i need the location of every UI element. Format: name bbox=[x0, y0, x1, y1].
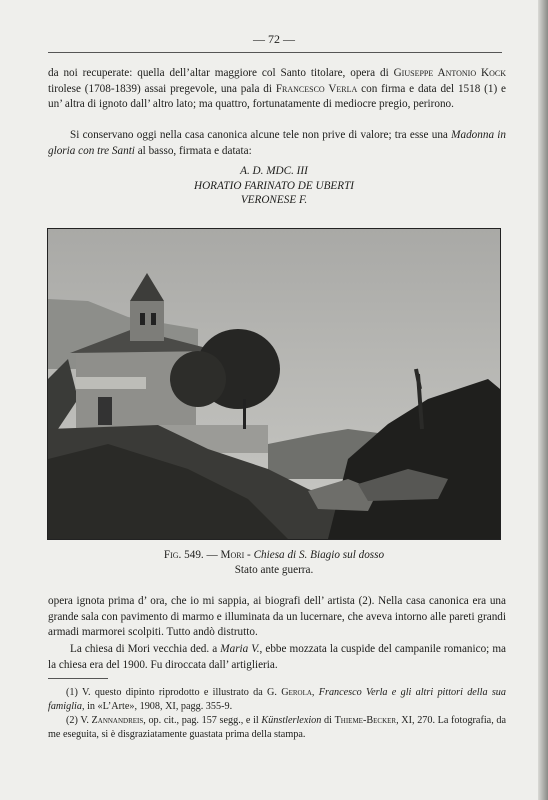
p4-text-2: , ebbe mozzata la cuspide del campanile romanico; ma la chiesa era del 1900. Fu diroccata dall’ artiglieria. bbox=[48, 643, 507, 671]
caption-line-2: Stato ante guerra. bbox=[234, 563, 314, 576]
paragraph-2 bbox=[48, 128, 506, 159]
church-photograph bbox=[47, 228, 501, 540]
figure-caption bbox=[0, 548, 548, 577]
paragraph-3: opera ignota prima d’ ora, che io mi sappia, ai biografi dell’ artista (2). Nella casa canonica era una grande sala con pavimento di marmo e illuminata da un lucernare, che aveva intorno alle pareti grandi armadi marmorei scolpiti. Tutto andò distrutto. bbox=[48, 595, 506, 639]
p1-text-2: tirolese (1708-1839) assai pregevole, una pala di bbox=[48, 82, 276, 95]
p1-name-verla: Francesco Verla bbox=[275, 82, 358, 95]
page-number: — 72 — bbox=[253, 32, 295, 46]
p1-text-1: da noi recuperate: quella dell’altar maggiore col Santo titolare, opera di bbox=[48, 67, 394, 79]
footnote-1 bbox=[48, 686, 506, 714]
fn1-text-2: , bbox=[311, 687, 319, 698]
header-rule bbox=[48, 52, 502, 53]
p1-name-kock: Giuseppe Antonio Kock bbox=[393, 67, 506, 79]
fn1-text-3: , in «L’Arte», 1908, XI, pagg. 355-9. bbox=[81, 701, 233, 712]
p2-italic-title: Madonna in gloria con tre Santi bbox=[48, 129, 506, 157]
p4-text-1: La chiesa di Mori vecchia ded. a bbox=[70, 643, 221, 655]
fn2-text-1: (2) V. bbox=[66, 715, 92, 726]
inscription-line-1: A. D. MDC. III bbox=[240, 165, 308, 177]
fn2-text-2: , op. cit., pag. 157 segg., e il bbox=[143, 715, 262, 726]
fn1-author: Gerola bbox=[281, 687, 312, 698]
p2-text-2: al basso, firmata e datata: bbox=[134, 144, 252, 157]
footnote-2 bbox=[48, 714, 506, 742]
church-photo-illustration bbox=[48, 229, 500, 539]
fn2-publisher: Thieme-Becker bbox=[334, 715, 397, 726]
inscription-line-2: HORATIO FARINATO DE UBERTI bbox=[193, 179, 355, 192]
fn2-author: Zannandreis bbox=[91, 715, 144, 726]
fn1-title: Francesco Verla e gli altri pittori della sua famiglia bbox=[48, 687, 506, 712]
caption-separator: - bbox=[244, 549, 254, 561]
paragraph-4 bbox=[48, 642, 506, 673]
inscription bbox=[0, 164, 548, 208]
caption-fig-number: Fig. 549. bbox=[163, 549, 204, 561]
page-binding-edge bbox=[538, 0, 548, 800]
fn1-text-1: (1) V. questo dipinto riprodotto e illustrato da G. bbox=[66, 687, 282, 698]
footnote-rule bbox=[48, 678, 108, 679]
caption-title: Chiesa di S. Biagio sul dosso bbox=[253, 549, 385, 561]
fn2-title: Künstlerlexion bbox=[261, 715, 322, 726]
caption-place: Mori bbox=[220, 549, 245, 561]
inscription-line-3: VERONESE F. bbox=[240, 194, 308, 206]
p2-text-1: Si conservano oggi nella casa canonica alcune tele non prive di valore; tra esse una bbox=[70, 129, 452, 141]
p1-text-3: con firma e data del 1518 (1) e un’ altra di ignoto dall’ altro lato; ma quattro, fortunatamente di mediocre pregio, perirono. bbox=[48, 82, 506, 111]
fn2-text-4: , XI, 270. La fotografia, da me eseguita, si è disgraziatamente guastata prima della stampa. bbox=[48, 715, 506, 740]
fn2-text-3: di bbox=[321, 715, 335, 726]
caption-line-1 bbox=[0, 548, 548, 563]
paragraph-1 bbox=[48, 66, 506, 113]
p4-italic-dedication: Maria V. bbox=[220, 643, 260, 655]
caption-dash: — bbox=[203, 549, 221, 561]
